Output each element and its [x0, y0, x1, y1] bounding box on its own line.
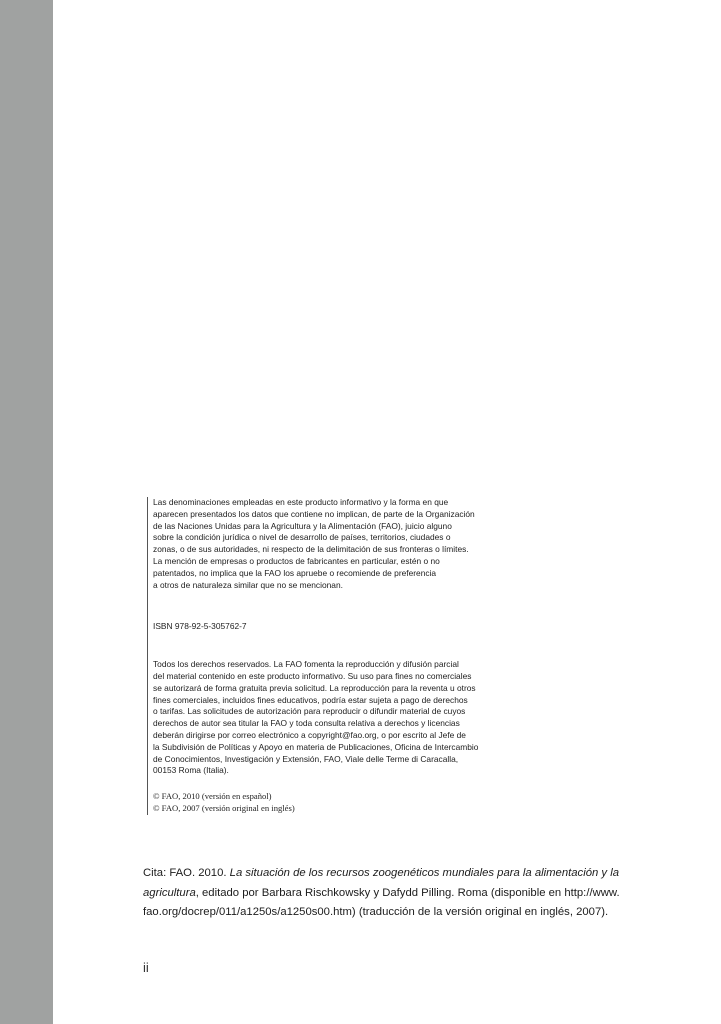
disclaimer-line: sobre la condición jurídica o nivel de desarrollo de países, territorios, ciudades o: [153, 532, 451, 543]
disclaimer-line: zonas, o de sus autoridades, ni respecto de la delimitación de sus fronteras o límites.: [153, 544, 469, 555]
disclaimer-line: a otros de naturaleza similar que no se mencionan.: [153, 579, 343, 590]
disclaimer-line: La mención de empresas o productos de fabricantes en particular, estén o no: [153, 555, 440, 566]
citation-url-line: fao.org/docrep/011/a1250s/a1250s00.htm) (traducción de la versión original en inglés, 2007).: [143, 906, 609, 918]
rights-line: del material contenido en este producto informativo. Su uso para fines no comerciales: [153, 670, 472, 681]
citation-line: [143, 884, 643, 904]
citation-line: [143, 864, 643, 884]
rights-paragraph: [153, 659, 573, 777]
rights-line: fines comerciales, incluidos fines educativos, podría estar sujeta a pago de derechos: [153, 694, 468, 705]
citation: [143, 864, 643, 923]
citation-title: La situación de los recursos zoogenéticos mundiales para la alimentación y la: [229, 867, 619, 879]
disclaimer-line: Las denominaciones empleadas en este producto informativo y la forma en que: [153, 497, 449, 507]
rights-line: o tarifas. Las solicitudes de autorización para reproducir o difundir material de cuyos: [153, 706, 466, 717]
legal-notice: [147, 497, 573, 815]
page-number: ii: [143, 960, 149, 975]
rights-line: 00153 Roma (Italia).: [153, 765, 229, 776]
citation-details: , editado por Barbara Rischkowsky y Dafydd Pilling. Roma (disponible en http://www.: [195, 886, 620, 899]
rights-line: derechos de autor sea titular la FAO y toda consulta relativa a derechos y licencias: [153, 718, 460, 729]
side-margin-bar: [0, 0, 53, 1024]
copyright-line: © FAO, 2007 (versión original en inglés): [153, 802, 295, 813]
disclaimer-line: patentados, no implica que la FAO los apruebe o recomiende de preferencia: [153, 567, 437, 578]
disclaimer-paragraph: [153, 497, 573, 591]
isbn-text: ISBN 978-92-5-305762-7: [153, 621, 247, 632]
disclaimer-line: aparecen presentados los datos que contiene no implican, de parte de la Organización: [153, 508, 475, 519]
isbn: [153, 621, 573, 633]
rights-line: la Subdivisión de Políticas y Apoyo en materia de Publicaciones, Oficina de Intercambio: [153, 741, 479, 752]
rights-line: Todos los derechos reservados. La FAO fomenta la reproducción y difusión parcial: [153, 659, 459, 670]
citation-title-end: agricultura: [143, 886, 196, 899]
rights-line: de Conocimientos, Investigación y Extensión, FAO, Viale delle Terme di Caracalla,: [153, 753, 459, 764]
copyright-notice: [153, 791, 573, 815]
disclaimer-line: de las Naciones Unidas para la Agricultura y la Alimentación (FAO), juicio alguno: [153, 520, 452, 531]
copyright-line: © FAO, 2010 (versión en español): [153, 791, 272, 802]
rights-line: se autorizará de forma gratuita previa solicitud. La reproducción para la reventa u otros: [153, 682, 476, 693]
rights-line: deberán dirigirse por correo electrónico a copyright@fao.org, o por escrito al Jefe de: [153, 729, 466, 740]
citation-prefix: Cita: FAO. 2010.: [143, 867, 230, 879]
